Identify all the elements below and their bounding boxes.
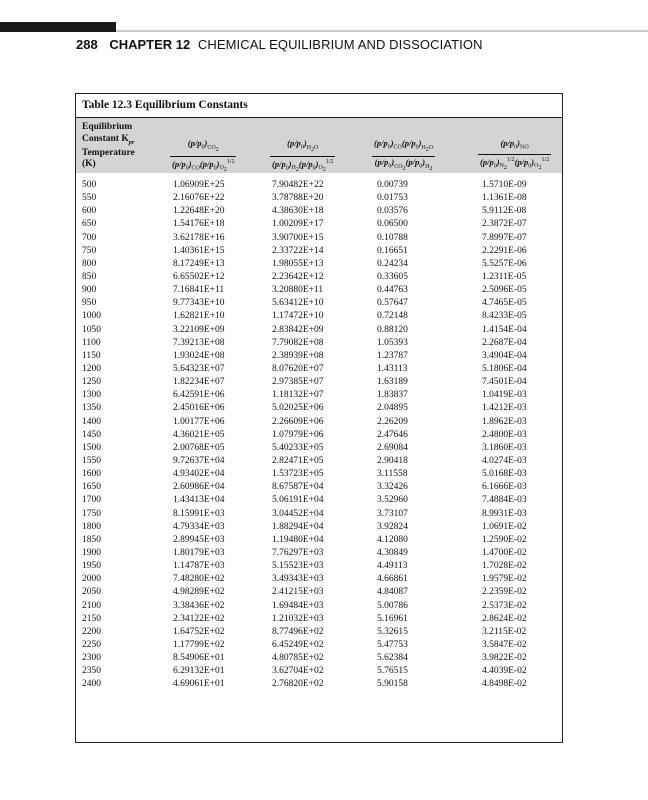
k-no-cell: 7.4501E-04 — [482, 377, 527, 388]
k-water-gas-cell: 4.30849 — [377, 547, 408, 558]
k-co2-cell: 1.54176E+18 — [173, 219, 225, 230]
k-h2o-cell: 1.69484E+03 — [272, 600, 324, 611]
co2-numerator: $(p/p_0)_{CO_2}$ — [187, 138, 219, 153]
temperature-cell: 2400 — [82, 679, 101, 690]
k-water-gas-cell: 1.83837 — [377, 390, 408, 401]
k-h2o-cell: 2.76820E+02 — [272, 679, 324, 690]
k-no-cell: 4.8498E-02 — [482, 679, 527, 690]
k-no-cell: 7.8997E-07 — [482, 232, 527, 243]
temperature-cell: 2050 — [82, 587, 101, 598]
k-co2-cell: 2.00768E+05 — [173, 442, 225, 453]
water-gas-denominator: $(p/p_0)_{CO_2}(p/p_0)_{H_2}$ — [372, 156, 435, 175]
temperature-cell: 2000 — [82, 574, 101, 585]
k-h2o-cell: 8.77496E+02 — [272, 626, 324, 637]
k-water-gas-cell: 4.49113 — [377, 561, 408, 572]
k-no-cell: 2.2687E-04 — [482, 337, 527, 348]
k-water-gas-cell: 0.33605 — [377, 271, 408, 282]
temperature-cell: 1450 — [82, 429, 101, 440]
k-co2-cell: 1.00177E+06 — [173, 416, 225, 427]
k-water-gas-cell: 0.00739 — [377, 180, 408, 190]
k-water-gas-cell: 0.03576 — [377, 206, 408, 217]
k-co2-cell: 9.72637E+04 — [173, 455, 225, 466]
header-line-temperature: Temperature — [82, 147, 135, 158]
temperature-cell: 1400 — [82, 416, 101, 427]
temperature-cell: 2100 — [82, 600, 101, 611]
k-no-cell: 1.5710E-09 — [482, 180, 527, 190]
temperature-cell: 1800 — [82, 521, 101, 532]
k-h2o-cell: 5.40233E+05 — [272, 442, 324, 453]
k-water-gas-cell: 1.63189 — [377, 377, 408, 388]
k-h2o-cell: 2.26609E+06 — [272, 416, 324, 427]
k-co2-cell: 2.60986E+04 — [173, 482, 225, 493]
k-co2-cell: 3.22109E+09 — [173, 324, 225, 335]
k-h2o-cell: 3.62704E+02 — [272, 666, 324, 677]
k-water-gas-cell: 1.43113 — [377, 363, 408, 374]
k-no-cell: 3.1860E-03 — [482, 442, 527, 453]
k-h2o-cell: 8.67587E+04 — [272, 482, 324, 493]
k-no-cell: 2.5373E-02 — [482, 600, 527, 611]
k-co2-cell: 9.77343E+10 — [173, 298, 225, 309]
temperature-cell: 1350 — [82, 403, 101, 414]
k-h2o-cell: 4.80785E+02 — [272, 653, 324, 664]
temperature-cell: 1500 — [82, 442, 101, 453]
k-no-cell: 5.0168E-03 — [482, 469, 527, 480]
column-header-co2 — [170, 138, 236, 177]
chapter-label: CHAPTER 12 — [109, 37, 191, 52]
k-no-cell: 1.4700E-02 — [482, 547, 527, 558]
page-number: 288 — [76, 37, 98, 52]
k-h2o-cell: 2.23642E+12 — [272, 271, 324, 282]
k-water-gas-cell: 0.10788 — [377, 232, 408, 243]
k-h2o-cell: 6.45249E+02 — [272, 639, 324, 650]
temperature-cell: 1750 — [82, 508, 101, 519]
k-co2-cell: 6.42591E+06 — [173, 390, 225, 401]
chapter-title: CHEMICAL EQUILIBRIUM AND DISSOCIATION — [197, 37, 483, 52]
k-no-cell: 2.5096E-05 — [482, 285, 527, 296]
k-co2-cell: 4.79334E+03 — [173, 521, 225, 532]
temperature-cell: 1650 — [82, 482, 101, 493]
k-no-cell: 8.4233E-05 — [482, 311, 527, 322]
header-rule-black — [0, 22, 116, 32]
k-no-cell: 4.0274E-03 — [482, 455, 527, 466]
k-co2-cell: 1.14787E+03 — [173, 561, 225, 572]
k-water-gas-cell: 3.32426 — [377, 482, 408, 493]
k-co2-cell: 1.64752E+02 — [173, 626, 225, 637]
k-no-cell: 1.2311E-05 — [482, 271, 527, 282]
k-co2-cell: 1.06909E+25 — [173, 180, 225, 190]
k-no-cell: 1.1361E-08 — [482, 193, 527, 204]
k-water-gas-cell: 0.88120 — [377, 324, 408, 335]
column-header-no — [478, 138, 551, 174]
k-h2o-cell: 2.97385E+07 — [272, 377, 324, 388]
k-co2-cell: 1.82234E+07 — [173, 377, 225, 388]
k-water-gas-cell: 3.73107 — [377, 508, 408, 519]
k-no-cell: 1.8962E-03 — [482, 416, 527, 427]
k-h2o-cell: 4.38630E+18 — [272, 206, 324, 217]
k-h2o-cell: 1.21032E+03 — [272, 613, 324, 624]
first-column-header — [82, 122, 135, 171]
k-co2-cell: 7.39213E+08 — [173, 337, 225, 348]
temperature-cell: 550 — [82, 193, 97, 204]
k-no-cell: 6.1666E-03 — [482, 482, 527, 493]
k-h2o-cell: 7.76297E+03 — [272, 547, 324, 558]
k-no-cell: 3.2115E-02 — [482, 626, 527, 637]
k-co2-cell: 4.36021E+05 — [173, 429, 225, 440]
k-h2o-cell: 1.18132E+07 — [272, 390, 324, 401]
temperature-cell: 1700 — [82, 495, 101, 506]
k-h2o-cell: 1.53723E+05 — [272, 469, 324, 480]
k-co2-cell: 4.69061E+01 — [173, 679, 225, 690]
column-header-water-gas — [372, 138, 435, 175]
k-h2o-cell: 7.79082E+08 — [272, 337, 324, 348]
k-water-gas-cell: 5.32615 — [377, 626, 408, 637]
k-co2-cell: 1.62821E+10 — [173, 311, 225, 322]
k-no-cell: 4.7465E-05 — [482, 298, 527, 309]
temperature-cell: 1300 — [82, 390, 101, 401]
k-water-gas-cell: 5.00786 — [377, 600, 408, 611]
k-co2-cell: 2.34122E+02 — [173, 613, 225, 624]
k-no-cell: 1.0691E-02 — [482, 521, 527, 532]
k-co2-cell: 2.16076E+22 — [173, 193, 225, 204]
temperature-cell: 1850 — [82, 534, 101, 545]
temperature-cell: 2350 — [82, 666, 101, 677]
k-no-cell: 5.9112E-08 — [482, 206, 527, 217]
k-co2-cell: 1.93024E+08 — [173, 350, 225, 361]
k-co2-cell: 5.64323E+07 — [173, 363, 225, 374]
k-h2o-cell: 1.88294E+04 — [272, 521, 324, 532]
k-h2o-cell: 5.02025E+06 — [272, 403, 324, 414]
k-water-gas-cell: 2.90418 — [377, 455, 408, 466]
temperature-cell: 850 — [82, 271, 97, 282]
k-h2o-cell: 3.78788E+20 — [272, 193, 324, 204]
temperature-cell: 1250 — [82, 377, 101, 388]
k-co2-cell: 1.17799E+02 — [173, 639, 225, 650]
temperature-cell: 1900 — [82, 547, 101, 558]
header-rule-gray — [116, 30, 648, 32]
k-no-cell: 2.3872E-07 — [482, 219, 527, 230]
k-water-gas-cell: 0.24234 — [377, 258, 408, 269]
k-no-cell: 3.4904E-04 — [482, 350, 527, 361]
k-h2o-cell: 3.49343E+03 — [272, 574, 324, 585]
k-h2o-cell: 7.90482E+22 — [272, 180, 324, 190]
k-h2o-cell: 5.15523E+03 — [272, 561, 324, 572]
k-water-gas-cell: 5.47753 — [377, 639, 408, 650]
k-water-gas-cell: 0.16651 — [377, 245, 408, 256]
k-water-gas-cell: 0.72148 — [377, 311, 408, 322]
k-no-cell: 7.4884E-03 — [482, 495, 527, 506]
table-caption: Table 12.3 Equilibrium Constants — [82, 99, 248, 111]
header-line-kelvin: (K) — [82, 159, 96, 170]
k-water-gas-cell: 5.62384 — [377, 653, 408, 664]
k-co2-cell: 7.48280E+02 — [173, 574, 225, 585]
k-h2o-cell: 2.38939E+08 — [272, 350, 324, 361]
k-co2-cell: 7.16841E+11 — [173, 285, 225, 296]
k-co2-cell: 8.17249E+13 — [173, 258, 225, 269]
k-co2-cell: 3.62178E+16 — [173, 232, 225, 243]
k-water-gas-cell: 5.90158 — [377, 679, 408, 690]
h2o-numerator: $(p/p_0)_{H_2O}$ — [287, 138, 319, 153]
k-co2-cell: 1.22648E+20 — [173, 206, 225, 217]
temperature-cell: 2200 — [82, 626, 101, 637]
k-no-cell: 8.9931E-03 — [482, 508, 527, 519]
k-water-gas-cell: 0.57647 — [377, 298, 408, 309]
temperature-cell: 500 — [82, 180, 97, 190]
k-water-gas-cell: 4.66861 — [377, 574, 408, 585]
no-denominator: $(p/p_0)_{N_2}^{1/2}(p/p_0)_{O_2}^{1/2}$ — [478, 154, 551, 175]
k-water-gas-cell: 0.06500 — [377, 219, 408, 230]
k-h2o-cell: 2.41215E+03 — [272, 587, 324, 598]
temperature-cell: 1600 — [82, 469, 101, 480]
header-line-constant: Constant $K_{pr}$ — [82, 133, 135, 146]
k-water-gas-cell: 2.69084 — [377, 442, 408, 453]
k-co2-cell: 2.89945E+03 — [173, 534, 225, 545]
temperature-cell: 1050 — [82, 324, 101, 335]
column-header-h2o — [270, 138, 335, 177]
temperature-cell: 600 — [82, 206, 97, 217]
temperature-cell: 1550 — [82, 455, 101, 466]
k-h2o-cell: 3.04452E+04 — [272, 508, 324, 519]
temperature-cell: 650 — [82, 219, 97, 230]
temperature-cell: 900 — [82, 285, 97, 296]
k-water-gas-cell: 5.16961 — [377, 613, 408, 624]
temperature-cell: 800 — [82, 258, 97, 269]
k-water-gas-cell: 1.05393 — [377, 337, 408, 348]
k-co2-cell: 2.45016E+06 — [173, 403, 225, 414]
k-h2o-cell: 1.98055E+13 — [272, 258, 324, 269]
k-water-gas-cell: 2.26209 — [377, 416, 408, 427]
k-h2o-cell: 1.19480E+04 — [272, 534, 324, 545]
k-no-cell: 4.4039E-02 — [482, 666, 527, 677]
k-water-gas-cell: 3.92824 — [377, 521, 408, 532]
k-no-cell: 2.8624E-02 — [482, 613, 527, 624]
k-water-gas-cell: 0.44763 — [377, 285, 408, 296]
k-co2-cell: 4.98289E+02 — [173, 587, 225, 598]
k-h2o-cell: 2.83842E+09 — [272, 324, 324, 335]
temperature-cell: 1200 — [82, 363, 101, 374]
k-no-cell: 1.2590E-02 — [482, 534, 527, 545]
temperature-cell: 2250 — [82, 639, 101, 650]
k-h2o-cell: 3.20880E+11 — [272, 285, 324, 296]
k-co2-cell: 4.93402E+04 — [173, 469, 225, 480]
running-header — [76, 37, 483, 52]
k-water-gas-cell: 5.76515 — [377, 666, 408, 677]
temperature-cell: 2150 — [82, 613, 101, 624]
k-water-gas-cell: 3.11558 — [377, 469, 408, 480]
k-water-gas-cell: 1.23787 — [377, 350, 408, 361]
k-h2o-cell: 2.33722E+14 — [272, 245, 324, 256]
temperature-cell: 1950 — [82, 561, 101, 572]
header-line-equilibrium: Equilibrium — [82, 122, 133, 132]
k-co2-cell: 1.80179E+03 — [173, 547, 225, 558]
k-h2o-cell: 5.63412E+10 — [272, 298, 324, 309]
temperature-cell: 1000 — [82, 311, 101, 322]
k-co2-cell: 1.40361E+15 — [173, 245, 225, 256]
k-no-cell: 2.2291E-06 — [482, 245, 527, 256]
k-h2o-cell: 8.07620E+07 — [272, 363, 324, 374]
no-numerator: $(p/p_0)_{NO}$ — [500, 138, 529, 151]
k-water-gas-cell: 4.12080 — [377, 534, 408, 545]
k-no-cell: 5.5257E-06 — [482, 258, 527, 269]
k-h2o-cell: 2.82471E+05 — [272, 455, 324, 466]
k-co2-cell: 3.38436E+02 — [173, 600, 225, 611]
k-no-cell: 2.2359E-02 — [482, 587, 527, 598]
k-water-gas-cell: 0.01753 — [377, 193, 408, 204]
k-co2-cell: 6.29132E+01 — [173, 666, 225, 677]
k-co2-cell: 1.43413E+04 — [173, 495, 225, 506]
water-gas-numerator: $(p/p_0)_{CO}(p/p_0)_{H_2O}$ — [374, 138, 434, 153]
k-no-cell: 3.5847E-02 — [482, 639, 527, 650]
k-no-cell: 2.4800E-03 — [482, 429, 527, 440]
k-no-cell: 1.0419E-03 — [482, 390, 527, 401]
k-water-gas-cell: 2.47646 — [377, 429, 408, 440]
k-h2o-cell: 1.07979E+06 — [272, 429, 324, 440]
k-no-cell: 3.9822E-02 — [482, 653, 527, 664]
k-h2o-cell: 1.17472E+10 — [272, 311, 324, 322]
k-water-gas-cell: 3.52960 — [377, 495, 408, 506]
k-co2-cell: 6.65502E+12 — [173, 271, 225, 282]
k-no-cell: 1.9579E-02 — [482, 574, 527, 585]
k-h2o-cell: 5.06191E+04 — [272, 495, 324, 506]
h2o-denominator: $(p/p_0)_{H_2}(p/p_0)_{O_2}^{1/2}$ — [270, 156, 335, 177]
temperature-cell: 1150 — [82, 350, 101, 361]
k-no-cell: 5.1806E-04 — [482, 363, 527, 374]
k-co2-cell: 8.54906E+01 — [173, 653, 225, 664]
k-water-gas-cell: 4.84087 — [377, 587, 408, 598]
temperature-cell: 950 — [82, 298, 97, 309]
co2-denominator: $(p/p_0)_{CO}(p/p_0)_{O_2}^{1/2}$ — [170, 156, 236, 177]
k-co2-cell: 8.15991E+03 — [173, 508, 225, 519]
k-no-cell: 1.4212E-03 — [482, 403, 527, 414]
temperature-cell: 1100 — [82, 337, 101, 348]
k-no-cell: 1.4154E-04 — [482, 324, 527, 335]
temperature-cell: 700 — [82, 232, 97, 243]
temperature-cell: 2300 — [82, 653, 101, 664]
k-water-gas-cell: 2.04895 — [377, 403, 408, 414]
k-h2o-cell: 1.00209E+17 — [272, 219, 324, 230]
temperature-cell: 750 — [82, 245, 97, 256]
k-h2o-cell: 3.90700E+15 — [272, 232, 324, 243]
k-no-cell: 1.7028E-02 — [482, 561, 527, 572]
